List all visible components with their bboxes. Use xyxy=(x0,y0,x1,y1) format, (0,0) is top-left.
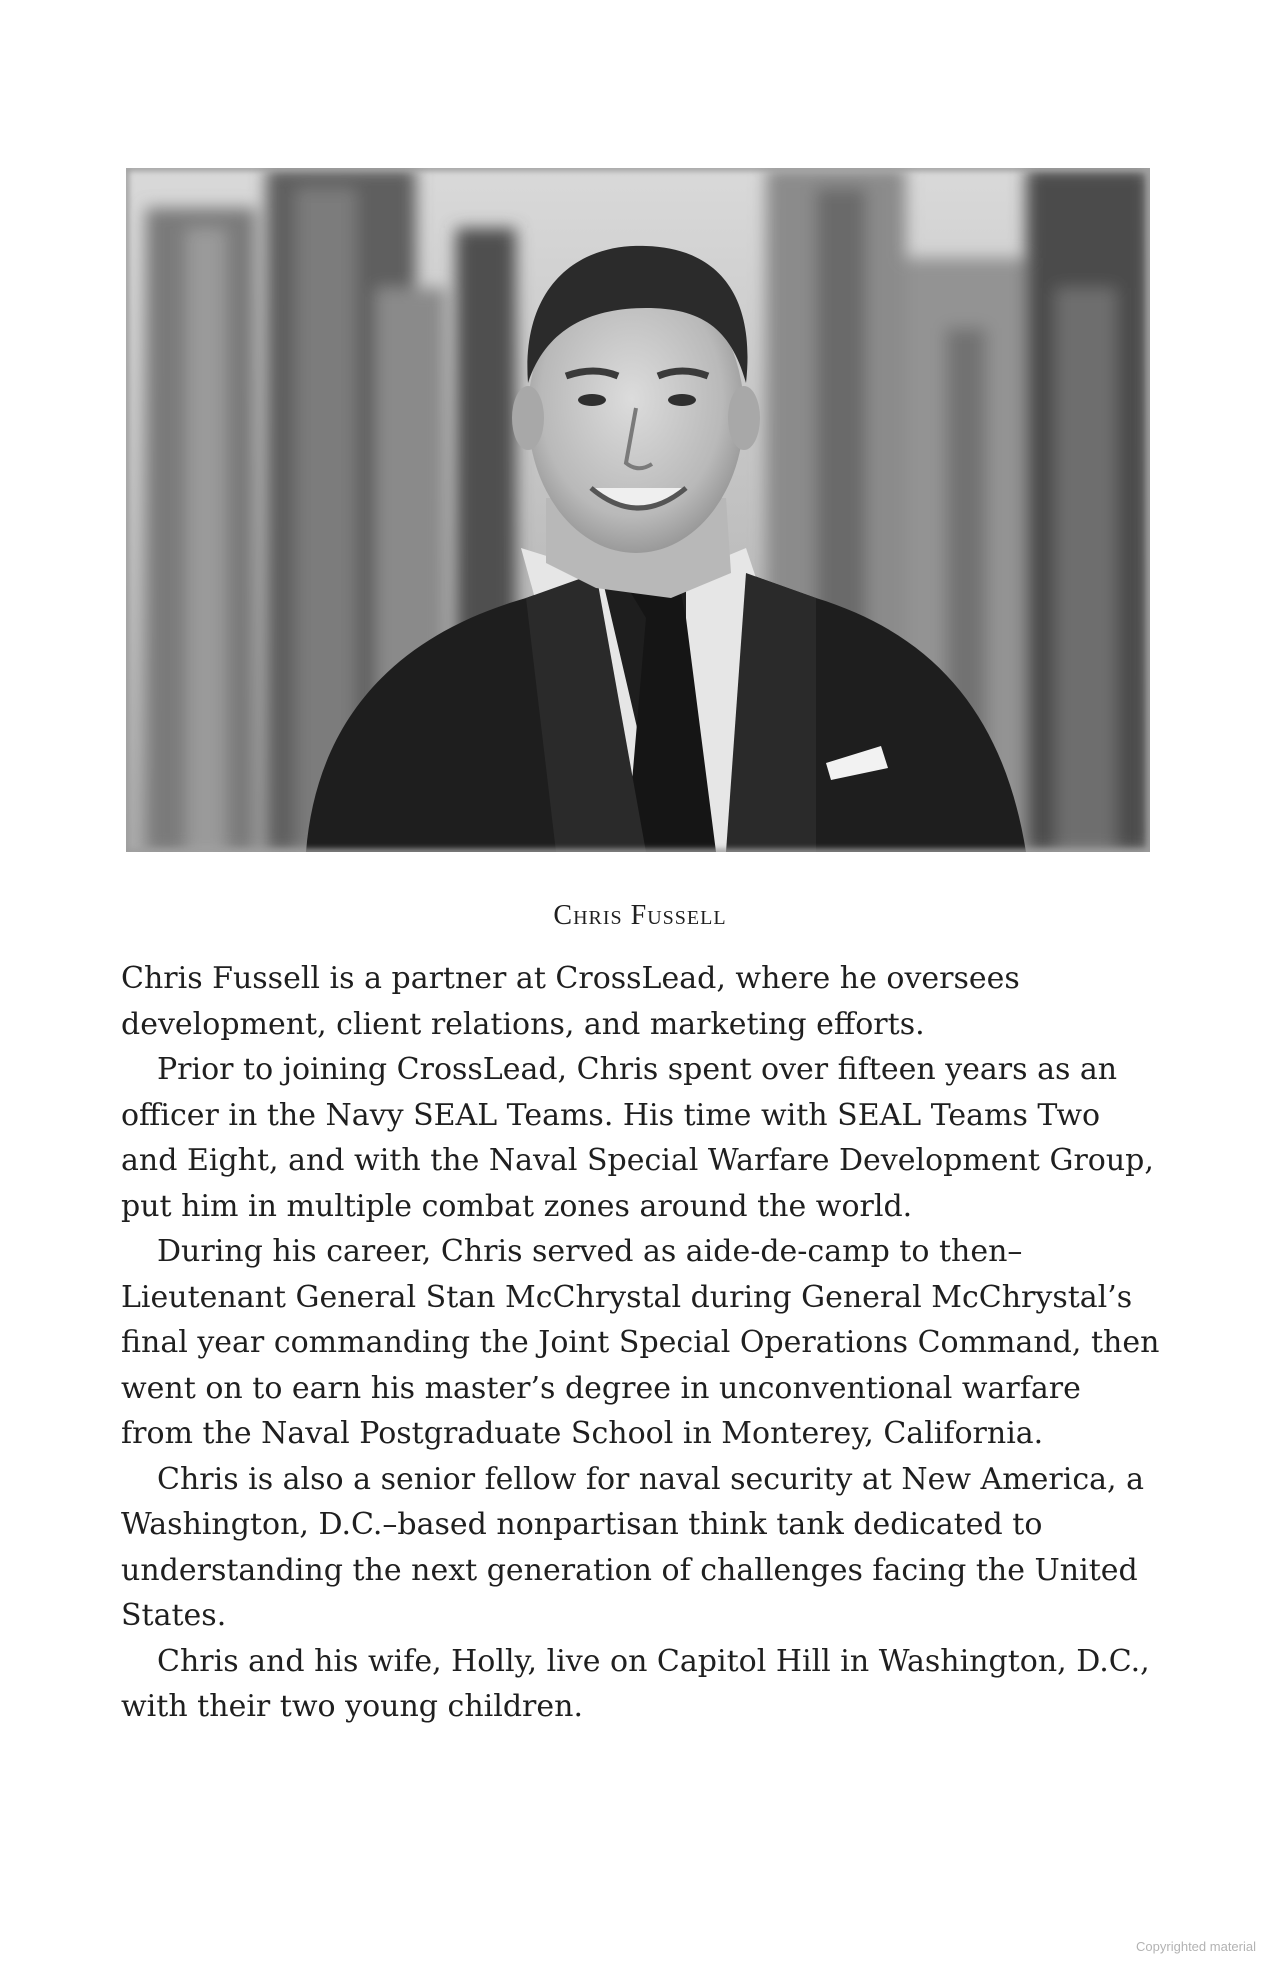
bio-paragraph: Prior to joining CrossLead, Chris spent over fifteen years as an officer in the Navy SEAL Teams. His time with SEAL Teams Two and Eight, and with the Naval Special Warfare Development Group, put him in multiple combat zones around the world. xyxy=(121,1052,1154,1224)
bio-paragraph: Chris Fussell is a partner at CrossLead, where he oversees development, client relations, and marketing efforts. xyxy=(121,961,1020,1042)
photo-caption: Chris Fussell xyxy=(553,900,727,931)
author-bio xyxy=(121,956,1161,1730)
author-portrait-photo xyxy=(126,168,1150,852)
bio-paragraph: Chris and his wife, Holly, live on Capitol Hill in Washington, D.C., with their two young children. xyxy=(121,1643,1150,1724)
copyright-notice: Copyrighted material xyxy=(1136,1939,1256,1954)
portrait-illustration xyxy=(126,168,1150,852)
bio-paragraph: During his career, Chris served as aide-de-camp to then–Lieutenant General Stan McChrystal during General McChrystal’s final year commanding the Joint Special Operations Command, then went on to earn his master’s degree in unconventional warfare from the Naval Postgraduate School in Monterey, California. xyxy=(121,1234,1160,1451)
bio-paragraph: Chris is also a senior fellow for naval security at New America, a Washington, D.C.–based nonpartisan think tank dedicated to understanding the next generation of challenges facing the United States. xyxy=(121,1461,1144,1633)
